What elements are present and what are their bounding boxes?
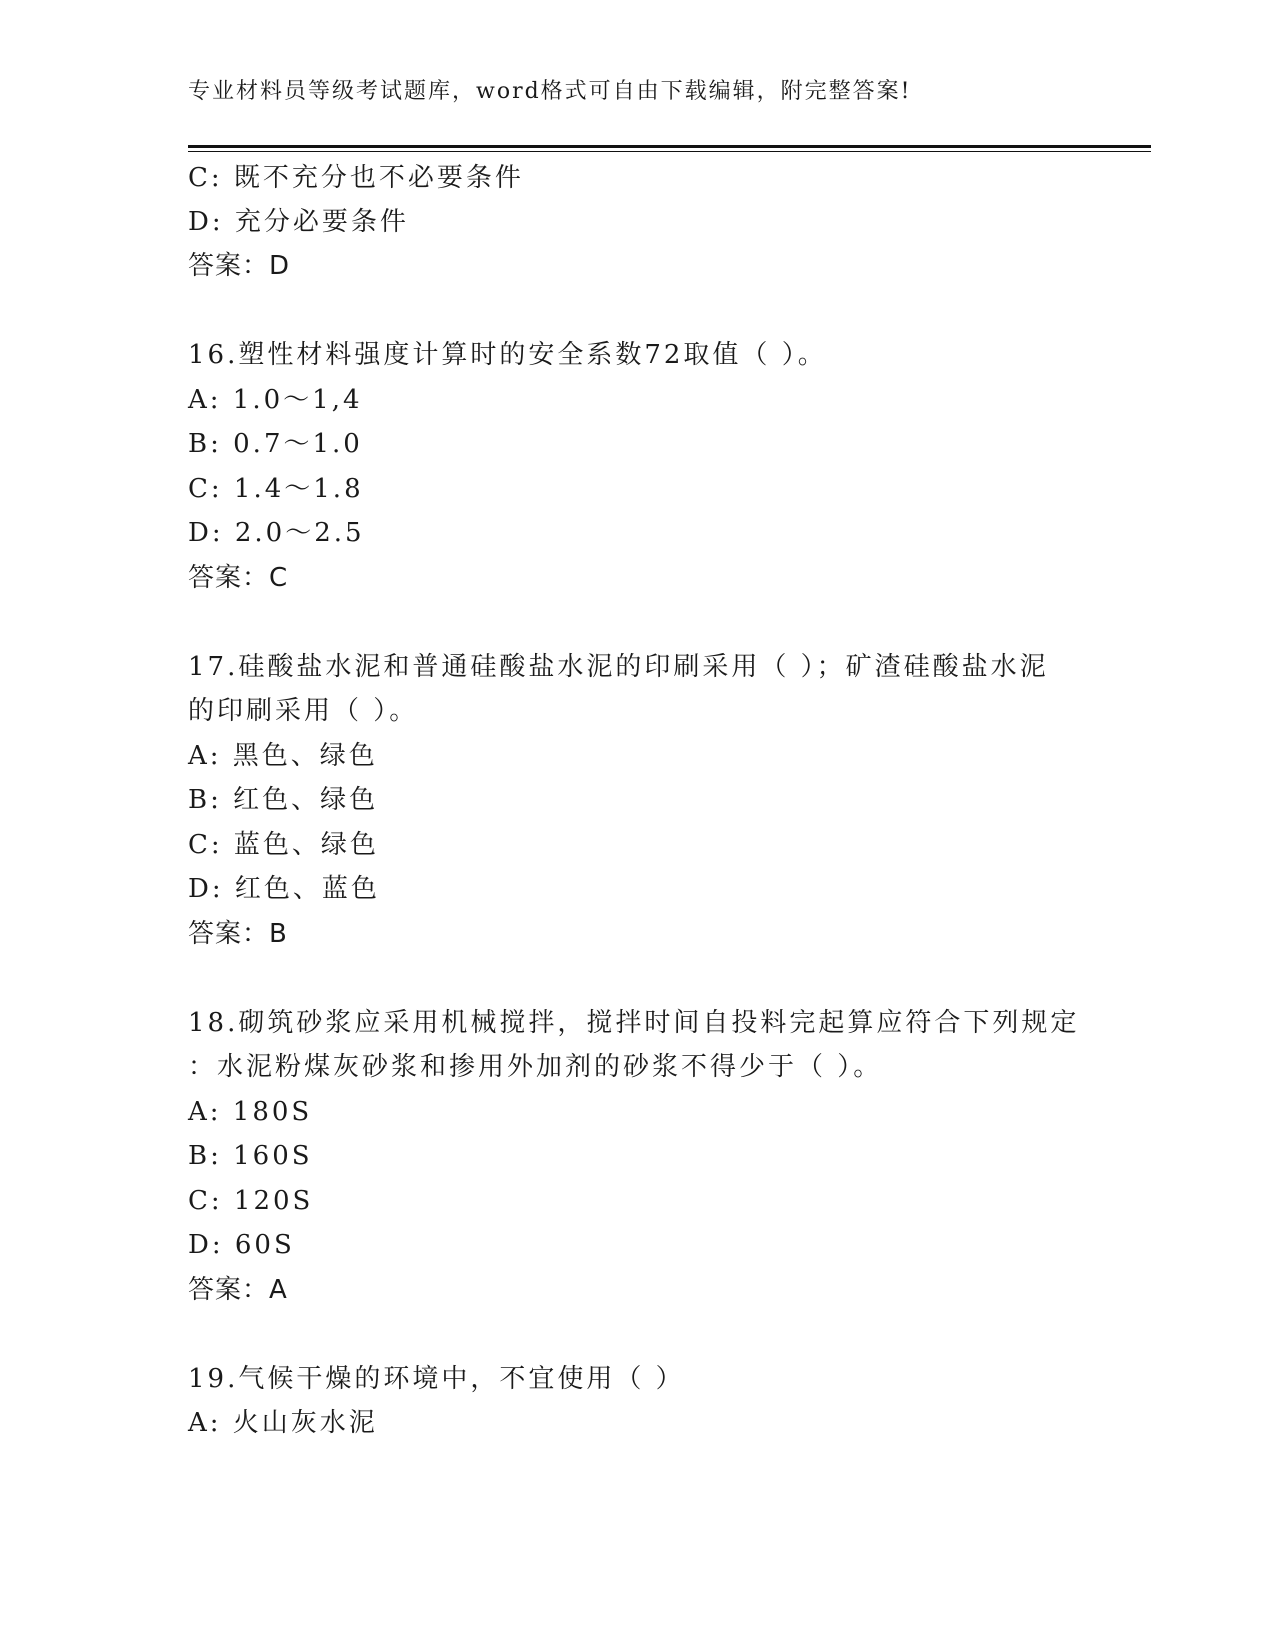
- q18-option-d: D: 60S: [188, 1230, 295, 1260]
- q16-stem: 16.塑性材料强度计算时的安全系数72取值（ ）。: [188, 340, 827, 370]
- q17-stem-line2: 的印刷采用（ ）。: [188, 696, 419, 726]
- q16-option-d: D: 2.0～2.5: [188, 518, 365, 548]
- q17-option-d: D: 红色、蓝色: [188, 874, 380, 904]
- prev-option-c: C: 既不充分也不必要条件: [188, 163, 524, 193]
- q18-option-b: B: 160S: [188, 1141, 313, 1171]
- q17-option-b: B: 红色、绿色: [188, 785, 379, 815]
- header-rule-thin: [188, 151, 1151, 152]
- q16-option-c: C: 1.4～1.8: [188, 474, 364, 504]
- q17-answer: 答案：B: [188, 919, 288, 949]
- prev-answer: 答案：D: [188, 251, 291, 281]
- q18-answer: 答案：A: [188, 1275, 288, 1305]
- header-rule-thick: [188, 145, 1151, 148]
- q17-option-a: A: 黑色、绿色: [188, 741, 378, 771]
- q16-answer: 答案：C: [188, 563, 289, 593]
- q19-stem: 19.气候干燥的环境中，不宜使用（ ）: [188, 1364, 685, 1394]
- q17-stem-line1: 17.硅酸盐水泥和普通硅酸盐水泥的印刷采用（ ）；矿渣硅酸盐水泥: [188, 652, 1049, 682]
- q18-option-a: A: 180S: [188, 1097, 313, 1127]
- q19-option-a: A: 火山灰水泥: [188, 1408, 378, 1438]
- q16-option-a: A: 1.0～1,4: [188, 385, 363, 415]
- q16-option-b: B: 0.7～1.0: [188, 429, 363, 459]
- q18-option-c: C: 120S: [188, 1186, 314, 1216]
- page-header: 专业材料员等级考试题库，word格式可自由下载编辑，附完整答案!: [188, 79, 912, 104]
- prev-option-d: D: 充分必要条件: [188, 207, 409, 237]
- q17-option-c: C: 蓝色、绿色: [188, 830, 379, 860]
- q18-stem-line2: ：水泥粉煤灰砂浆和掺用外加剂的砂浆不得少于（ ）。: [188, 1052, 883, 1082]
- q18-stem-line1: 18.砌筑砂浆应采用机械搅拌，搅拌时间自投料完起算应符合下列规定: [188, 1008, 1080, 1038]
